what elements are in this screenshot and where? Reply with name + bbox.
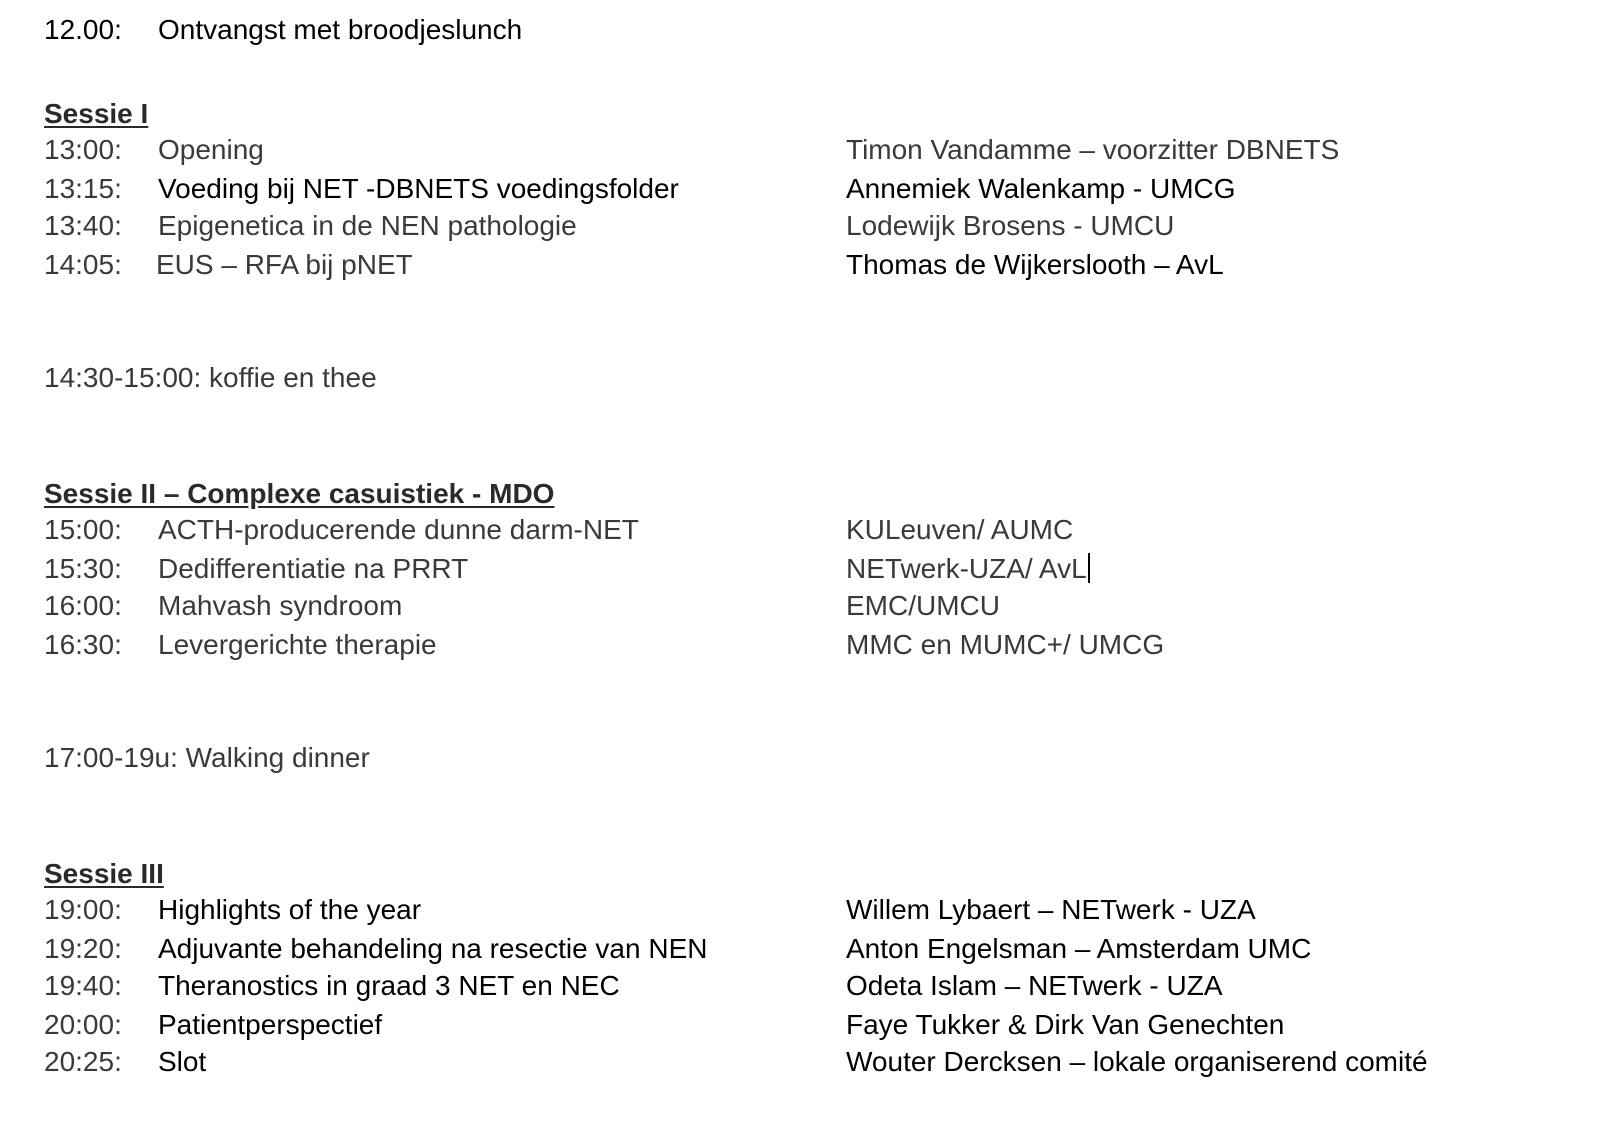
row-title: EUS – RFA bij pNET: [156, 249, 413, 280]
row-speaker: MMC en MUMC+/ UMCG: [846, 629, 1165, 660]
row-speaker: Timon Vandamme – voorzitter DBNETS: [846, 134, 1340, 165]
row-title: Voeding bij NET -DBNETS voedingsfolder: [158, 173, 679, 204]
text-cursor: [1088, 553, 1090, 583]
session-3-row: [44, 892, 421, 928]
session-1-row: [44, 208, 577, 244]
session-1-row: [44, 132, 264, 168]
session-1-row: [44, 247, 413, 283]
session-3-row: [44, 931, 707, 967]
row-speaker: Annemiek Walenkamp - UMCG: [846, 173, 1236, 204]
row-title: Slot: [158, 1046, 207, 1077]
row-speaker: EMC/UMCU: [846, 590, 1000, 621]
row-time: 13:00:: [44, 134, 122, 165]
row-title: Mahvash syndroom: [158, 590, 403, 621]
row-speaker-text: NETwerk-UZA/ AvL: [846, 553, 1087, 584]
row-time: 15:30:: [44, 553, 122, 584]
row-speaker: Willem Lybaert – NETwerk - UZA: [846, 894, 1256, 925]
row-time: 19:20:: [44, 933, 122, 964]
session-3-row: [44, 1044, 206, 1080]
row-time: 14:05:: [44, 249, 122, 280]
row-speaker: KULeuven/ AUMC: [846, 514, 1074, 545]
row-time: 13:15:: [44, 173, 122, 204]
row-title: Adjuvante behandeling na resectie van NEN: [158, 933, 708, 964]
row-time: 20:25:: [44, 1046, 122, 1077]
row-title: Epigenetica in de NEN pathologie: [158, 210, 577, 241]
row-time: 19:40:: [44, 970, 122, 1001]
dinner-break: 17:00-19u: Walking dinner: [44, 742, 370, 773]
session-1-heading: Sessie I: [44, 98, 149, 129]
row-title: Levergerichte therapie: [158, 629, 437, 660]
row-speaker[interactable]: [846, 551, 1090, 587]
session-2-row: [44, 627, 437, 663]
row-time: 16:30:: [44, 629, 122, 660]
row-time: 19:00:: [44, 894, 122, 925]
row-title: Highlights of the year: [158, 894, 422, 925]
session-3-row: [44, 1007, 382, 1043]
row-title: Theranostics in graad 3 NET en NEC: [158, 970, 620, 1001]
row-speaker: Wouter Dercksen – lokale organiserend comité: [846, 1046, 1428, 1077]
row-time: 20:00:: [44, 1009, 122, 1040]
session-2-row: [44, 512, 639, 548]
row-title: ACTH-producerende dunne darm-NET: [158, 514, 639, 545]
row-time: 13:40:: [44, 210, 122, 241]
session-2-row: [44, 588, 402, 624]
row-speaker: Odeta Islam – NETwerk - UZA: [846, 970, 1223, 1001]
row-title: Patientperspectief: [158, 1009, 383, 1040]
intro-row: [44, 12, 522, 48]
session-2-heading: Sessie II – Complexe casuistiek - MDO: [44, 478, 555, 509]
session-2-row: [44, 551, 468, 587]
row-speaker: Faye Tukker & Dirk Van Genechten: [846, 1009, 1285, 1040]
row-time: 16:00:: [44, 590, 122, 621]
row-speaker: Anton Engelsman – Amsterdam UMC: [846, 933, 1312, 964]
row-speaker: Lodewijk Brosens - UMCU: [846, 210, 1175, 241]
row-time: 15:00:: [44, 514, 122, 545]
intro-time: 12.00:: [44, 14, 122, 45]
row-speaker: Thomas de Wijkerslooth – AvL: [846, 249, 1224, 280]
intro-title: Ontvangst met broodjeslunch: [158, 14, 523, 45]
session-3-heading: Sessie III: [44, 858, 164, 889]
row-title: Dedifferentiatie na PRRT: [158, 553, 469, 584]
coffee-break: 14:30-15:00: koffie en thee: [44, 362, 377, 393]
row-title: Opening: [158, 134, 264, 165]
session-1-row: [44, 171, 679, 207]
session-3-row: [44, 968, 620, 1004]
